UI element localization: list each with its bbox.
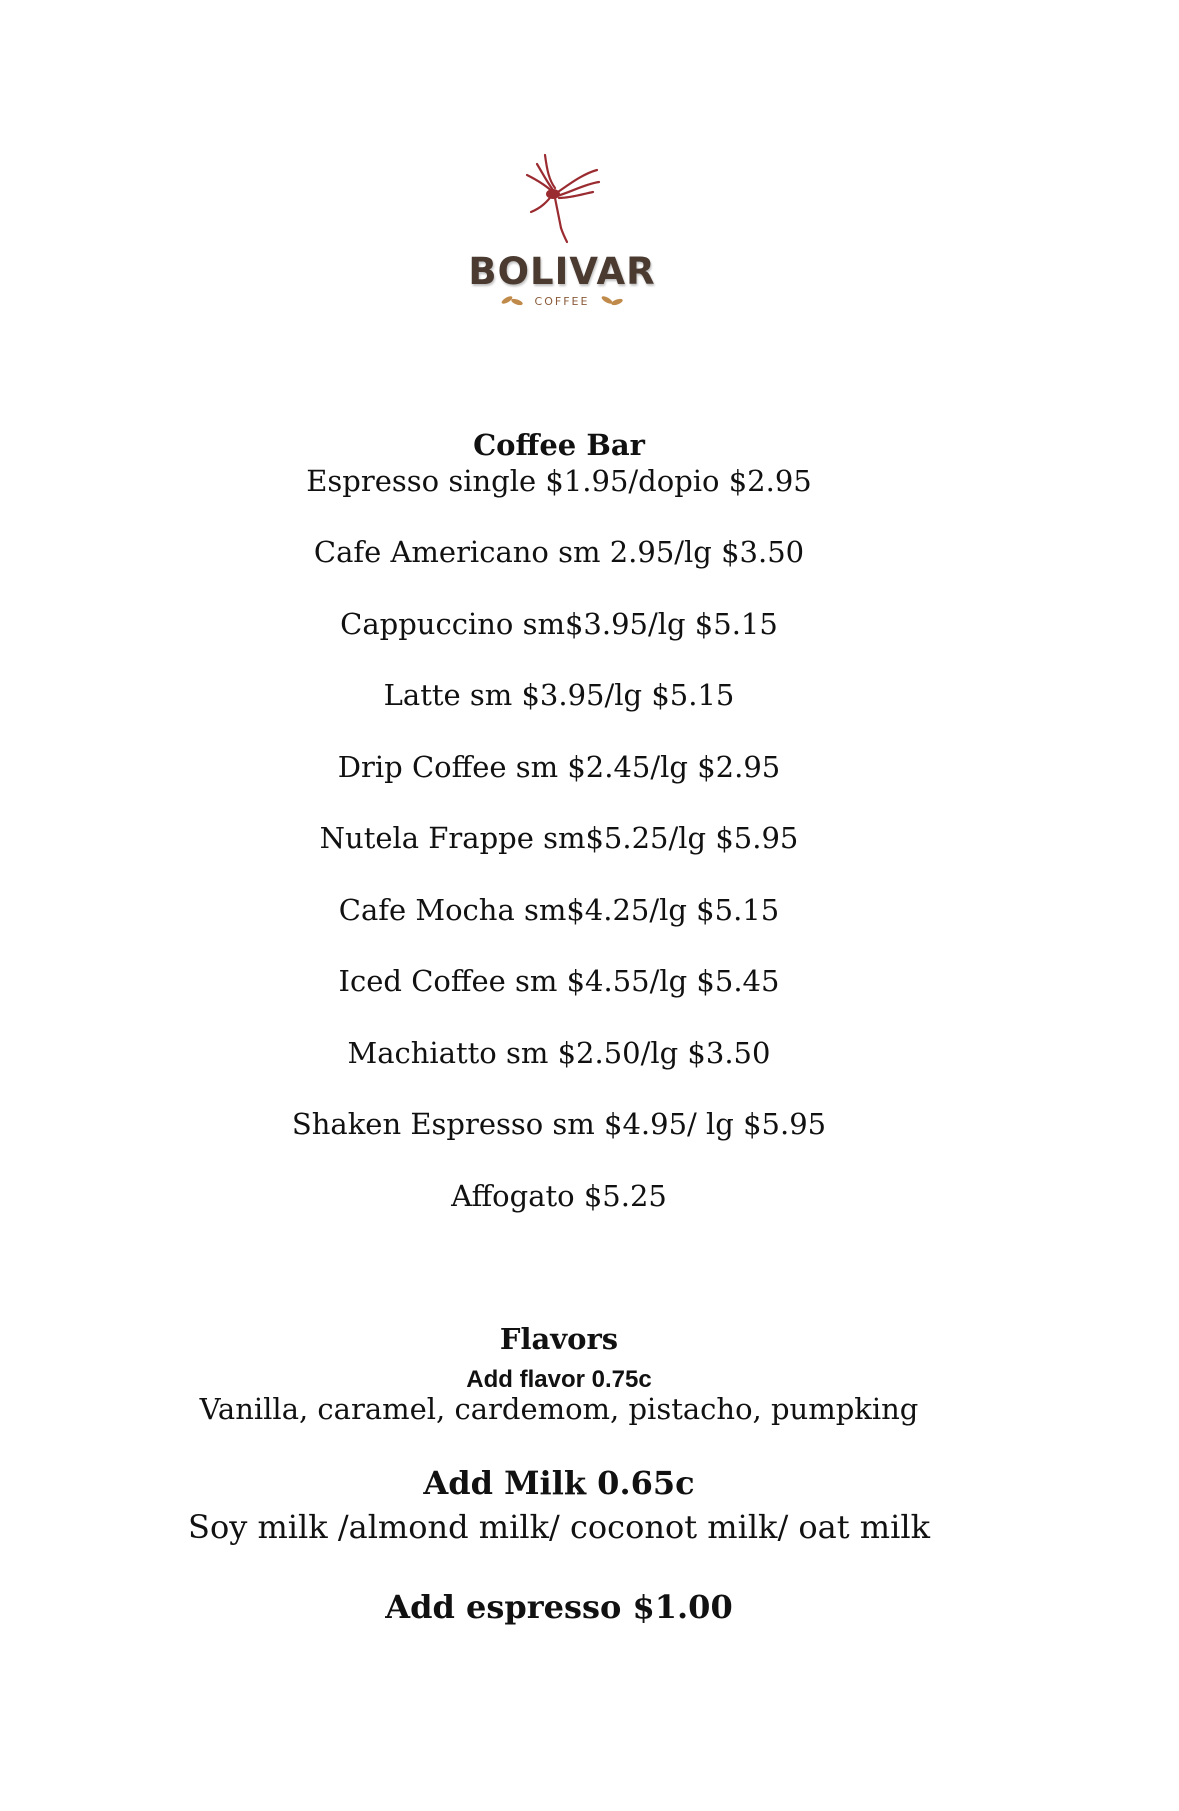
menu-item-affogato: Affogato $5.25 [451,1179,667,1213]
logo-subtitle: COFFEE [534,295,590,308]
menu-item-drip-coffee: Drip Coffee sm $2.45/lg $2.95 [337,750,781,784]
menu-item-cafe-mocha: Cafe Mocha sm$4.25/lg $5.15 [338,893,780,927]
menu-item-latte: Latte sm $3.95/lg $5.15 [383,678,735,712]
add-milk-heading: Add Milk 0.65c [423,1464,695,1502]
menu-item-espresso: Espresso single $1.95/dopio $2.95 [306,464,812,498]
menu-item-iced-coffee: Iced Coffee sm $4.55/lg $5.45 [338,964,780,998]
menu-item-cappuccino: Cappuccino sm$3.95/lg $5.15 [340,607,778,641]
bolivar-logo [467,150,657,325]
menu-item-machiatto: Machiatto sm $2.50/lg $3.50 [347,1036,771,1070]
menu-item-americano: Cafe Americano sm 2.95/lg $3.50 [313,535,805,569]
logo-wordmark: BOLIVAR [468,250,656,293]
flavors-list: Vanilla, caramel, cardemom, pistacho, pumpking [199,1392,919,1426]
menu-item-shaken-espresso: Shaken Espresso sm $4.95/ lg $5.95 [291,1107,827,1141]
milk-list: Soy milk /almond milk/ coconot milk/ oat milk [188,1508,930,1546]
flavors-heading: Flavors [499,1322,619,1356]
coffee-bar-heading: Coffee Bar [473,428,645,462]
add-espresso-heading: Add espresso $1.00 [385,1588,733,1626]
menu-item-nutela-frappe: Nutela Frappe sm$5.25/lg $5.95 [319,821,799,855]
add-flavor-price: Add flavor 0.75c [466,1366,652,1393]
